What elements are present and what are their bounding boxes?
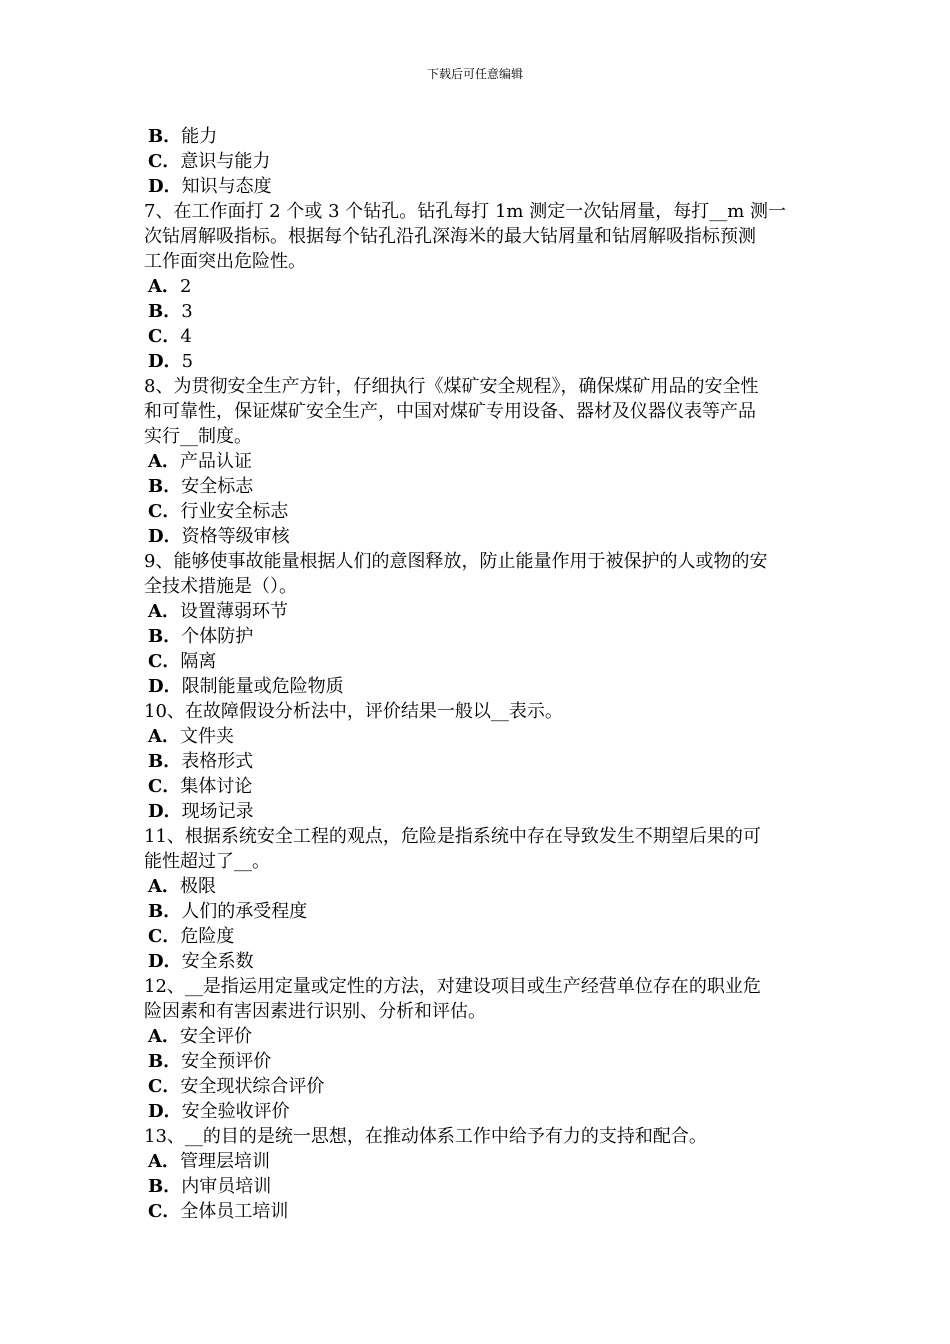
answer-option: [144, 449, 808, 474]
option-letter: B．: [148, 751, 182, 772]
answer-option: [144, 274, 808, 299]
answer-option: [144, 1049, 808, 1074]
option-letter: A．: [148, 726, 180, 747]
option-text: 安全标志: [181, 476, 254, 497]
question-text-line: 7、在工作面打 2 个或 3 个钻孔。钻孔每打 1m 测定一次钻屑量，每打__m 测一: [144, 201, 786, 222]
option-letter: B．: [148, 126, 182, 147]
answer-option: [144, 649, 808, 674]
option-text: 知识与态度: [181, 176, 272, 197]
option-text: 5: [181, 351, 194, 372]
option-letter: C．: [148, 776, 181, 797]
question-text-line: 13、__的目的是统一思想，在推动体系工作中给予有力的支持和配合。: [144, 1126, 707, 1147]
page-header: 下载后可任意编辑: [426, 67, 523, 81]
option-letter: A．: [148, 276, 180, 297]
option-letter: B．: [148, 301, 182, 322]
answer-option: [144, 324, 808, 349]
answer-option: [144, 1074, 808, 1099]
answer-option: [144, 624, 808, 649]
answer-option: [144, 499, 808, 524]
question-text-line: 能性超过了__。: [144, 851, 270, 872]
option-text: 限制能量或危险物质: [181, 676, 344, 697]
option-text: 意识与能力: [180, 151, 271, 172]
answer-option: [144, 749, 808, 774]
answer-option: [144, 874, 808, 899]
option-letter: D．: [148, 1101, 182, 1122]
option-letter: D．: [148, 526, 182, 547]
answer-option: [144, 924, 808, 949]
option-text: 现场记录: [181, 801, 254, 822]
option-letter: B．: [148, 901, 182, 922]
option-text: 人们的承受程度: [181, 901, 308, 922]
answer-option: [144, 149, 808, 174]
question-text-line: 12、__是指运用定量或定性的方法，对建设项目或生产经营单位存在的职业危: [144, 976, 761, 997]
option-text: 3: [181, 301, 193, 322]
option-letter: A．: [148, 451, 180, 472]
option-letter: A．: [148, 1151, 180, 1172]
question-text-line: 10、在故障假设分析法中，评价结果一般以__表示。: [144, 701, 563, 722]
question-text-line: 和可靠性，保证煤矿安全生产，中国对煤矿专用设备、器材及仪器仪表等产品: [144, 401, 756, 422]
answer-option: [144, 674, 808, 699]
option-text: 文件夹: [179, 726, 234, 747]
answer-option: [144, 1024, 808, 1049]
option-text: 集体讨论: [180, 776, 253, 797]
option-text: 个体防护: [181, 626, 254, 647]
option-letter: D．: [148, 801, 182, 822]
option-letter: A．: [148, 601, 180, 622]
answer-option: [144, 724, 808, 749]
option-letter: C．: [148, 326, 181, 347]
question-text-line: 工作面突出危险性。: [144, 251, 306, 272]
option-text: 管理层培训: [179, 1151, 270, 1172]
document-body: [144, 124, 808, 1224]
option-text: 2: [179, 276, 192, 297]
option-text: 4: [180, 326, 192, 347]
option-letter: C．: [148, 651, 181, 672]
option-letter: C．: [148, 1201, 181, 1222]
option-letter: C．: [148, 926, 181, 947]
option-text: 产品认证: [179, 451, 252, 472]
option-text: 资格等级审核: [181, 526, 290, 547]
answer-option: [144, 949, 808, 974]
option-letter: D．: [148, 176, 182, 197]
question-text-line: 9、能够使事故能量根据人们的意图释放，防止能量作用于被保护的人或物的安: [144, 551, 768, 572]
answer-option: [144, 174, 808, 199]
option-letter: C．: [148, 151, 181, 172]
option-text: 内审员培训: [181, 1176, 272, 1197]
option-letter: B．: [148, 1051, 182, 1072]
answer-option: [144, 1149, 808, 1174]
option-text: 危险度: [180, 926, 235, 947]
answer-option: [144, 599, 808, 624]
option-letter: C．: [148, 501, 181, 522]
question-text-line: 全技术措施是（）。: [144, 576, 297, 597]
answer-option: [144, 299, 808, 324]
option-text: 极限: [179, 876, 216, 897]
option-text: 安全现状综合评价: [180, 1076, 325, 1097]
option-text: 设置薄弱环节: [179, 601, 288, 622]
answer-option: [144, 524, 808, 549]
question-text-line: 实行__制度。: [144, 426, 252, 447]
answer-option: [144, 899, 808, 924]
answer-option: [144, 349, 808, 374]
answer-option: [144, 1099, 808, 1124]
option-text: 行业安全标志: [180, 501, 289, 522]
question-text-line: 11、根据系统安全工程的观点，危险是指系统中存在导致发生不期望后果的可: [144, 826, 761, 847]
question-text-line: 次钻屑解吸指标。根据每个钻孔沿孔深海米的最大钻屑量和钻屑解吸指标预测: [144, 226, 756, 247]
answer-option: [144, 474, 808, 499]
option-letter: B．: [148, 1176, 182, 1197]
option-letter: B．: [148, 626, 182, 647]
question-text-line: 险因素和有害因素进行识别、分析和评估。: [144, 1001, 486, 1022]
option-letter: D．: [148, 676, 182, 697]
option-text: 全体员工培训: [180, 1201, 289, 1222]
option-letter: D．: [148, 951, 182, 972]
option-letter: D．: [148, 351, 182, 372]
answer-option: [144, 1199, 808, 1224]
option-text: 安全预评价: [181, 1051, 272, 1072]
answer-option: [144, 124, 808, 149]
option-letter: A．: [148, 876, 180, 897]
option-text: 安全评价: [179, 1026, 252, 1047]
option-text: 能力: [181, 126, 218, 147]
question-text-line: 8、为贯彻安全生产方针，仔细执行《煤矿安全规程》，确保煤矿用品的安全性: [144, 376, 759, 397]
option-letter: A．: [148, 1026, 180, 1047]
option-letter: C．: [148, 1076, 181, 1097]
option-text: 安全验收评价: [181, 1101, 290, 1122]
answer-option: [144, 1174, 808, 1199]
option-text: 安全系数: [181, 951, 254, 972]
option-text: 表格形式: [181, 751, 254, 772]
option-letter: B．: [148, 476, 182, 497]
answer-option: [144, 774, 808, 799]
option-text: 隔离: [180, 651, 217, 672]
answer-option: [144, 799, 808, 824]
